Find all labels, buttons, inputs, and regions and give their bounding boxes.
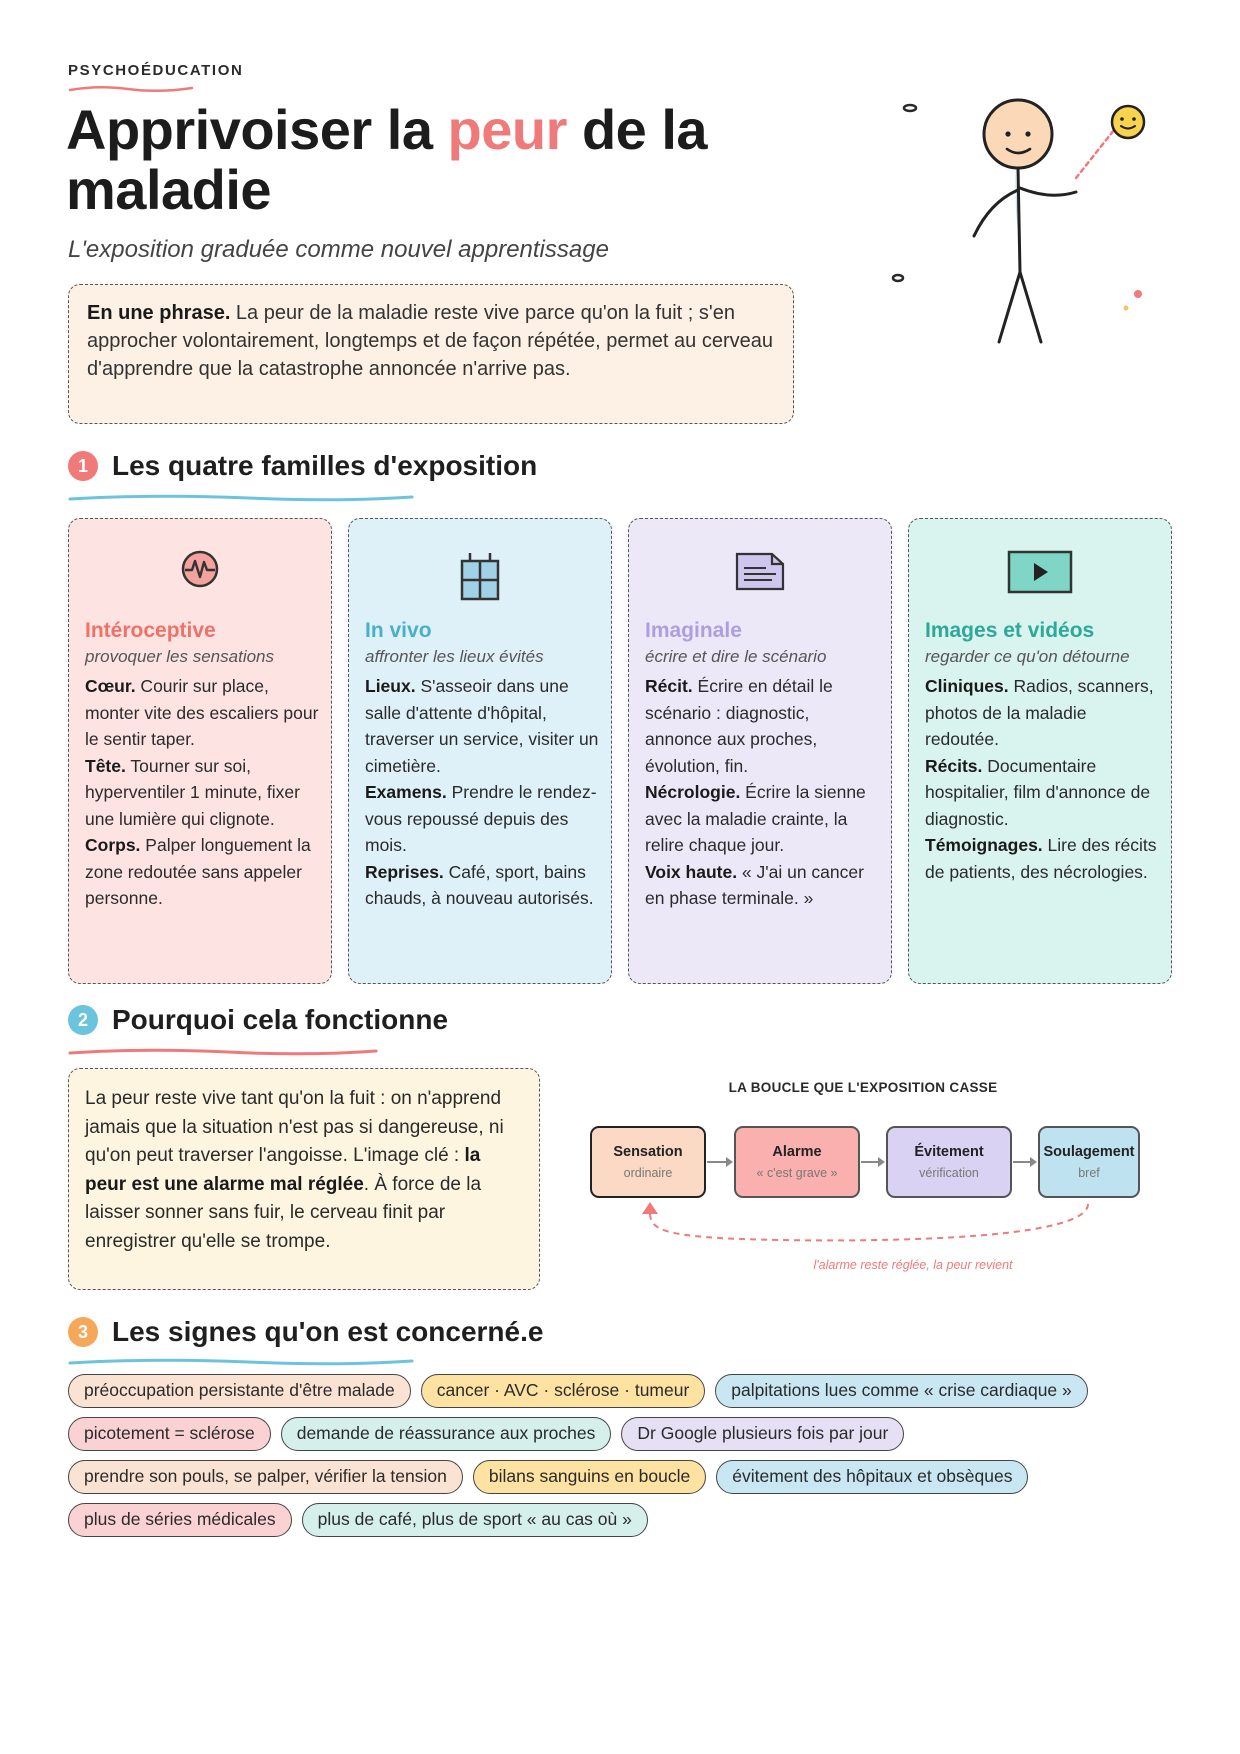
section-2-heading [68,1004,448,1036]
kicker: PSYCHOÉDUCATION [68,62,244,79]
sign-chip: préoccupation persistante d'être malade [68,1374,411,1408]
section-3-underline [68,1356,414,1368]
section-1-underline [68,492,414,504]
loop-step-soulagement: Soulagement bref [1038,1126,1140,1198]
section-1-number: 1 [68,451,98,481]
card-body: Lieux. S'asseoir dans une salle d'attente d'hôpital, traverser un service, visiter un cimetière. Examens. Prendre le rendez-vous repoussé depuis des mois. Reprises. Café, sport, bains chauds, à nouveau autorisés. [365,676,599,908]
page-title: Apprivoiser la peur de la maladie [66,98,708,221]
heartbeat-icon [69,549,331,603]
sign-chip: cancer · AVC · sclérose · tumeur [421,1374,706,1408]
section-1-heading [68,450,537,482]
section-3-number: 3 [68,1317,98,1347]
card-subtitle: provoquer les sensations [85,647,275,666]
title-highlight: peur [447,98,567,161]
summary-text: La peur de la maladie reste vive parce qu'on la fuit ; s'en approcher volontairement, longtemps et de façon répétée, permet au cerveau d'apprendre que la catastrophe annoncée n'arrive pas. [87,302,773,380]
sign-chip: Dr Google plusieurs fois par jour [621,1417,904,1451]
sign-chip: plus de séries médicales [68,1503,292,1537]
sign-chip: prendre son pouls, se palper, vérifier la tension [68,1460,463,1494]
summary-box [68,284,794,424]
section-2-underline [68,1046,378,1058]
loop-arrows [580,1120,1146,1260]
sign-chip: picotement = sclérose [68,1417,271,1451]
loop-title: LA BOUCLE QUE L'EXPOSITION CASSE [728,1080,998,1095]
loop-step-alarme: Alarme « c'est grave » [734,1126,860,1198]
section-3-title: Les signes qu'on est concerné.e [112,1316,544,1347]
building-icon [349,549,611,603]
card-title: Intéroceptive [85,619,216,642]
card-interoceptive [68,518,332,984]
loop-step-sensation: Sensation ordinaire [590,1126,706,1198]
loop-note: l'alarme reste réglée, la peur revient [813,1258,1013,1272]
sign-chip: palpitations lues comme « crise cardiaque » [715,1374,1087,1408]
card-in-vivo [348,518,612,984]
signs-chips [68,1374,1178,1546]
section-2-number: 2 [68,1005,98,1035]
stick-figure-illustration [880,92,1170,362]
key-image-text: la peur est une alarme mal réglée [85,1145,481,1195]
card-images-videos [908,518,1172,984]
document-icon [629,549,891,603]
card-title: Imaginale [645,619,742,642]
sign-chip: bilans sanguins en boucle [473,1460,706,1494]
card-title: Images et vidéos [925,619,1095,642]
card-subtitle: affronter les lieux évités [365,647,544,666]
card-imaginale [628,518,892,984]
summary-lead: En une phrase. [87,302,231,324]
section-3-heading [68,1316,543,1348]
sign-chip: demande de réassurance aux proches [281,1417,612,1451]
sign-chip: plus de café, plus de sport « au cas où » [302,1503,648,1537]
kicker-underline [68,84,194,94]
why-box: La peur reste vive tant qu'on la fuit : on n'apprend jamais que la situation n'est pas si dangereuse, ni qu'on peut traverser l'angoisse. L'image clé : la peur est une alarme mal réglée. À force de la laisser sonner sans fuir, le cerveau finit par enregistrer qu'elle se trompe. [68,1068,540,1290]
card-body: Récit. Écrire en détail le scénario : diagnostic, annonce aux proches, évolution, fin. Nécrologie. Écrire la sienne avec la maladie crainte, la relire chaque jour. Voix haute. « J'ai un cancer en phase terminale. » [645,676,866,908]
card-title: In vivo [365,619,432,642]
card-body: Cœur. Courir sur place, monter vite des escaliers pour le sentir taper. Tête. Tourner sur soi, hyperventiler 1 minute, fixer une lumière qui clignote. Corps. Palper longuement la zone redoutée sans appeler personne. [85,676,319,908]
video-play-icon [909,549,1171,603]
card-body: Cliniques. Radios, scanners, photos de la maladie redoutée. Récits. Documentaire hospitalier, film d'annonce de diagnostic. Témoignages. Lire des récits de patients, des nécrologies. [925,676,1157,882]
loop-step-evitement: Évitement vérification [886,1126,1012,1198]
section-2-title: Pourquoi cela fonctionne [112,1004,449,1035]
sign-chip: évitement des hôpitaux et obsèques [716,1460,1028,1494]
page-subtitle: L'exposition graduée comme nouvel apprentissage [68,236,609,263]
card-subtitle: écrire et dire le scénario [645,647,827,666]
card-subtitle: regarder ce qu'on détourne [925,647,1130,666]
section-1-title: Les quatre familles d'exposition [112,450,538,481]
